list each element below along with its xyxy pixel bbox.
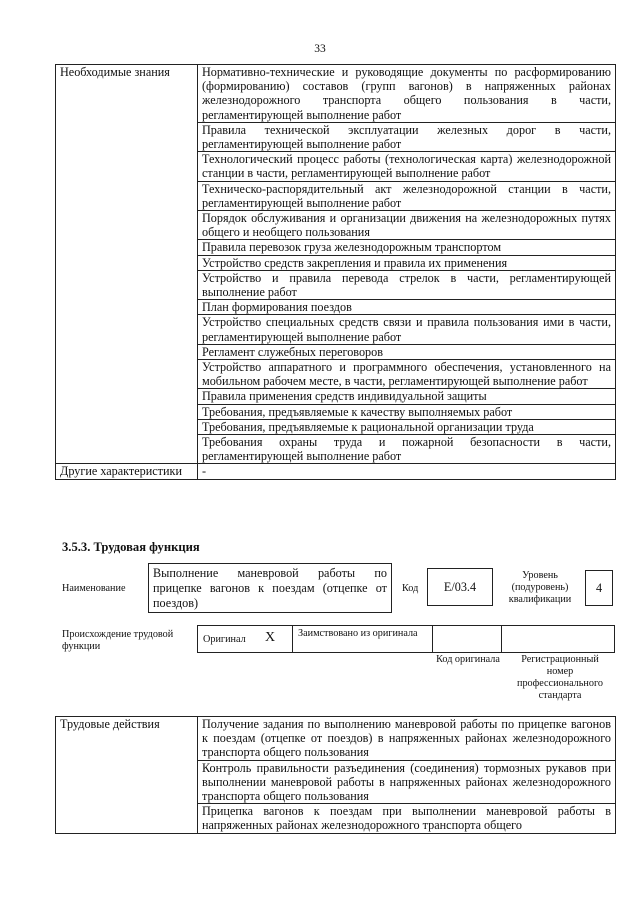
list-item: Требования охраны труда и пожарной безопасности в части, регламентирующей выполнение работ bbox=[198, 435, 616, 464]
origin-original-cell bbox=[197, 625, 293, 653]
origin-borrowed-cell bbox=[292, 625, 433, 653]
knowledge-table bbox=[55, 64, 616, 480]
table-row bbox=[56, 464, 616, 479]
origin-reg-caption: Регистрационный номер профессионального стандарта bbox=[517, 654, 603, 701]
row-label: Трудовые действия bbox=[56, 717, 198, 834]
list-item: Технологический процесс работы (технологическая карта) железнодорожной станции в части, регламентирующей выполнение работ bbox=[198, 152, 616, 181]
origin-code-cell bbox=[432, 625, 502, 653]
table-row bbox=[56, 717, 616, 761]
origin-code-caption: Код оригинала bbox=[436, 654, 500, 665]
other-value: - bbox=[198, 464, 616, 479]
origin-label: Происхождение трудовой функции bbox=[62, 629, 174, 652]
list-item: Правила применения средств индивидуальной защиты bbox=[198, 389, 616, 404]
function-level-box bbox=[585, 570, 613, 606]
list-item: Устройство специальных средств связи и правила пользования ими в части, регламентирующей выполнение работ bbox=[198, 315, 616, 344]
origin-borrowed-label: Заимствовано из оригинала bbox=[298, 628, 418, 639]
list-item: Требования, предъявляемые к качеству выполняемых работ bbox=[198, 404, 616, 419]
list-item: План формирования поездов bbox=[198, 300, 616, 315]
list-item: Прицепка вагонов к поездам при выполнении маневровой работы в напряженных районах железнодорожного транспорта общего bbox=[198, 804, 616, 833]
function-code-label: Код bbox=[402, 583, 419, 594]
list-item: Порядок обслуживания и организации движения на железнодорожных путях общего и необщего пользования bbox=[198, 211, 616, 240]
list-item: Устройство аппаратного и программного обеспечения, установленного на мобильном рабочем месте, в части, регламентирующей выполнение работ bbox=[198, 360, 616, 389]
list-item: Требования, предъявляемые к рациональной организации труда bbox=[198, 419, 616, 434]
actions-table bbox=[55, 716, 616, 834]
list-item: Регламент служебных переговоров bbox=[198, 344, 616, 359]
page-number: 33 bbox=[314, 43, 326, 55]
function-name-box bbox=[148, 563, 392, 613]
origin-original-label: Оригинал bbox=[203, 634, 246, 645]
function-name-label: Наименование bbox=[62, 583, 126, 594]
function-code-value: E/03.4 bbox=[443, 580, 477, 594]
list-item: Нормативно-технические и руководящие документы по расформированию (формированию) составов (групп вагонов) в напряженных районах железнодорожного транспорта общего пользования в части, регламентирующей выполнение работ bbox=[198, 65, 616, 123]
function-level-label: Уровень (подуровень) квалификации bbox=[508, 570, 572, 605]
function-code-box bbox=[427, 568, 493, 606]
list-item: Устройство и правила перевода стрелок в части, регламентирующей выполнение работ bbox=[198, 270, 616, 299]
list-item: Техническо-распорядительный акт железнодорожной станции в части, регламентирующей выполнение работ bbox=[198, 181, 616, 210]
row-label: Необходимые знания bbox=[56, 65, 198, 464]
function-level-value: 4 bbox=[595, 581, 603, 595]
list-item: Правила технической эксплуатации железных дорог в части, регламентирующей выполнение работ bbox=[198, 122, 616, 151]
list-item: Правила перевозок груза железнодорожным транспортом bbox=[198, 240, 616, 255]
origin-reg-cell bbox=[501, 625, 615, 653]
origin-original-mark: X bbox=[265, 630, 276, 645]
section-title: 3.5.3. Трудовая функция bbox=[62, 540, 200, 554]
table-row bbox=[56, 65, 616, 123]
function-name-value: Выполнение маневровой работы по прицепке вагонов к поездам (отцепке от поездов) bbox=[153, 566, 387, 610]
list-item: Получение задания по выполнению маневровой работы по прицепке вагонов к поездам (отцепке от поездов) в напряженных районах железнодорожного транспорта общего пользования bbox=[198, 717, 616, 761]
list-item: Контроль правильности разъединения (соединения) тормозных рукавов при выполнении маневровой работы в напряженных районах железнодорожного транспорта общего пользования bbox=[198, 760, 616, 804]
list-item: Устройство средств закрепления и правила их применения bbox=[198, 255, 616, 270]
other-label: Другие характеристики bbox=[56, 464, 198, 479]
